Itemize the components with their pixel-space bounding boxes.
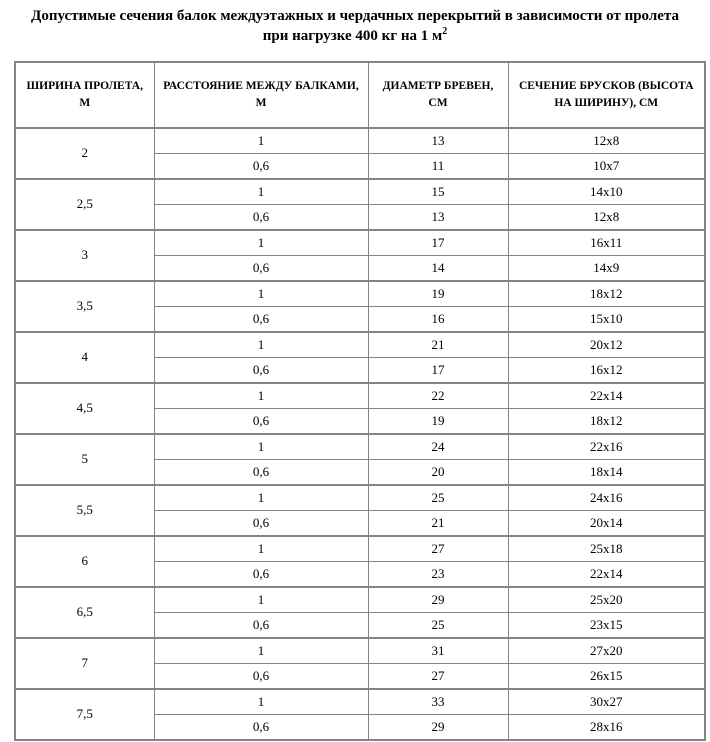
cell-bar-section: 10x7 [508, 153, 705, 179]
cell-span-width: 6 [15, 536, 154, 587]
cell-log-diameter: 11 [368, 153, 508, 179]
cell-bar-section: 22x16 [508, 434, 705, 460]
cell-bar-section: 18x12 [508, 281, 705, 307]
cell-bar-section: 24x16 [508, 485, 705, 511]
cell-log-diameter: 17 [368, 230, 508, 256]
cell-beam-spacing: 1 [154, 689, 368, 715]
cell-log-diameter: 25 [368, 485, 508, 511]
cell-bar-section: 16x12 [508, 357, 705, 383]
cell-bar-section: 14x10 [508, 179, 705, 205]
cell-log-diameter: 17 [368, 357, 508, 383]
cell-log-diameter: 23 [368, 561, 508, 587]
cell-bar-section: 22x14 [508, 561, 705, 587]
cell-beam-spacing: 1 [154, 638, 368, 664]
cell-beam-spacing: 0,6 [154, 204, 368, 230]
cell-beam-spacing: 0,6 [154, 459, 368, 485]
table-row [15, 434, 705, 460]
header-span-width: ШИРИНА ПРОЛЕТА, М [15, 62, 154, 128]
cell-beam-spacing: 0,6 [154, 255, 368, 281]
cell-bar-section: 18x12 [508, 408, 705, 434]
cell-bar-section: 27x20 [508, 638, 705, 664]
table-header-row [15, 62, 705, 128]
cell-beam-spacing: 1 [154, 179, 368, 205]
table-row [15, 638, 705, 664]
cell-beam-spacing: 1 [154, 128, 368, 154]
page-title [28, 6, 682, 47]
cell-log-diameter: 13 [368, 128, 508, 154]
cell-beam-spacing: 0,6 [154, 153, 368, 179]
cell-bar-section: 20x14 [508, 510, 705, 536]
cell-beam-spacing: 0,6 [154, 510, 368, 536]
cell-log-diameter: 15 [368, 179, 508, 205]
table-row [15, 485, 705, 511]
cell-bar-section: 23x15 [508, 612, 705, 638]
cell-bar-section: 25x18 [508, 536, 705, 562]
cell-bar-section: 30x27 [508, 689, 705, 715]
cell-log-diameter: 24 [368, 434, 508, 460]
cell-beam-spacing: 1 [154, 485, 368, 511]
cell-beam-spacing: 0,6 [154, 357, 368, 383]
cell-beam-spacing: 0,6 [154, 561, 368, 587]
cell-log-diameter: 19 [368, 281, 508, 307]
table-row [15, 128, 705, 154]
cell-beam-spacing: 1 [154, 332, 368, 358]
table-row [15, 281, 705, 307]
cell-bar-section: 28x16 [508, 714, 705, 740]
cell-log-diameter: 29 [368, 714, 508, 740]
cell-span-width: 6,5 [15, 587, 154, 638]
cell-beam-spacing: 0,6 [154, 663, 368, 689]
cell-beam-spacing: 1 [154, 536, 368, 562]
page-title-superscript: 2 [442, 26, 448, 38]
cell-span-width: 7 [15, 638, 154, 689]
cell-span-width: 2 [15, 128, 154, 179]
cell-log-diameter: 21 [368, 510, 508, 536]
cell-bar-section: 20x12 [508, 332, 705, 358]
cell-beam-spacing: 1 [154, 383, 368, 409]
table-row [15, 536, 705, 562]
cell-bar-section: 18x14 [508, 459, 705, 485]
cell-bar-section: 12x8 [508, 128, 705, 154]
cell-log-diameter: 14 [368, 255, 508, 281]
table-row [15, 587, 705, 613]
header-log-diameter: ДИАМЕТР БРЕВЕН, СМ [368, 62, 508, 128]
cell-bar-section: 15x10 [508, 306, 705, 332]
cell-bar-section: 12x8 [508, 204, 705, 230]
cell-beam-spacing: 0,6 [154, 612, 368, 638]
cell-beam-spacing: 1 [154, 587, 368, 613]
cell-span-width: 3 [15, 230, 154, 281]
cell-span-width: 4 [15, 332, 154, 383]
cell-bar-section: 26x15 [508, 663, 705, 689]
table-row [15, 383, 705, 409]
cell-bar-section: 22x14 [508, 383, 705, 409]
table-row [15, 332, 705, 358]
cell-beam-spacing: 1 [154, 281, 368, 307]
header-bar-section: СЕЧЕНИЕ БРУСКОВ (ВЫСОТА НА ШИРИНУ), СМ [508, 62, 705, 128]
cell-log-diameter: 25 [368, 612, 508, 638]
cell-span-width: 5 [15, 434, 154, 485]
cell-log-diameter: 21 [368, 332, 508, 358]
page-title-text: Допустимые сечения балок междуэтажных и чердачных перекрытий в зависимости от пролета при нагрузке 400 кг на 1 м [31, 8, 679, 45]
cell-span-width: 2,5 [15, 179, 154, 230]
table-row [15, 689, 705, 715]
cell-bar-section: 16x11 [508, 230, 705, 256]
table-row [15, 230, 705, 256]
table-row [15, 179, 705, 205]
cell-span-width: 5,5 [15, 485, 154, 536]
cell-bar-section: 25x20 [508, 587, 705, 613]
cell-beam-spacing: 0,6 [154, 714, 368, 740]
beam-sections-table [14, 61, 706, 741]
cell-beam-spacing: 1 [154, 230, 368, 256]
cell-log-diameter: 31 [368, 638, 508, 664]
cell-log-diameter: 27 [368, 536, 508, 562]
cell-log-diameter: 27 [368, 663, 508, 689]
cell-log-diameter: 20 [368, 459, 508, 485]
cell-log-diameter: 29 [368, 587, 508, 613]
header-beam-spacing: РАССТОЯНИЕ МЕЖДУ БАЛКАМИ, М [154, 62, 368, 128]
cell-bar-section: 14x9 [508, 255, 705, 281]
cell-log-diameter: 22 [368, 383, 508, 409]
cell-span-width: 4,5 [15, 383, 154, 434]
cell-span-width: 7,5 [15, 689, 154, 740]
cell-log-diameter: 13 [368, 204, 508, 230]
cell-beam-spacing: 0,6 [154, 408, 368, 434]
cell-log-diameter: 16 [368, 306, 508, 332]
cell-log-diameter: 19 [368, 408, 508, 434]
cell-beam-spacing: 0,6 [154, 306, 368, 332]
cell-span-width: 3,5 [15, 281, 154, 332]
cell-beam-spacing: 1 [154, 434, 368, 460]
cell-log-diameter: 33 [368, 689, 508, 715]
